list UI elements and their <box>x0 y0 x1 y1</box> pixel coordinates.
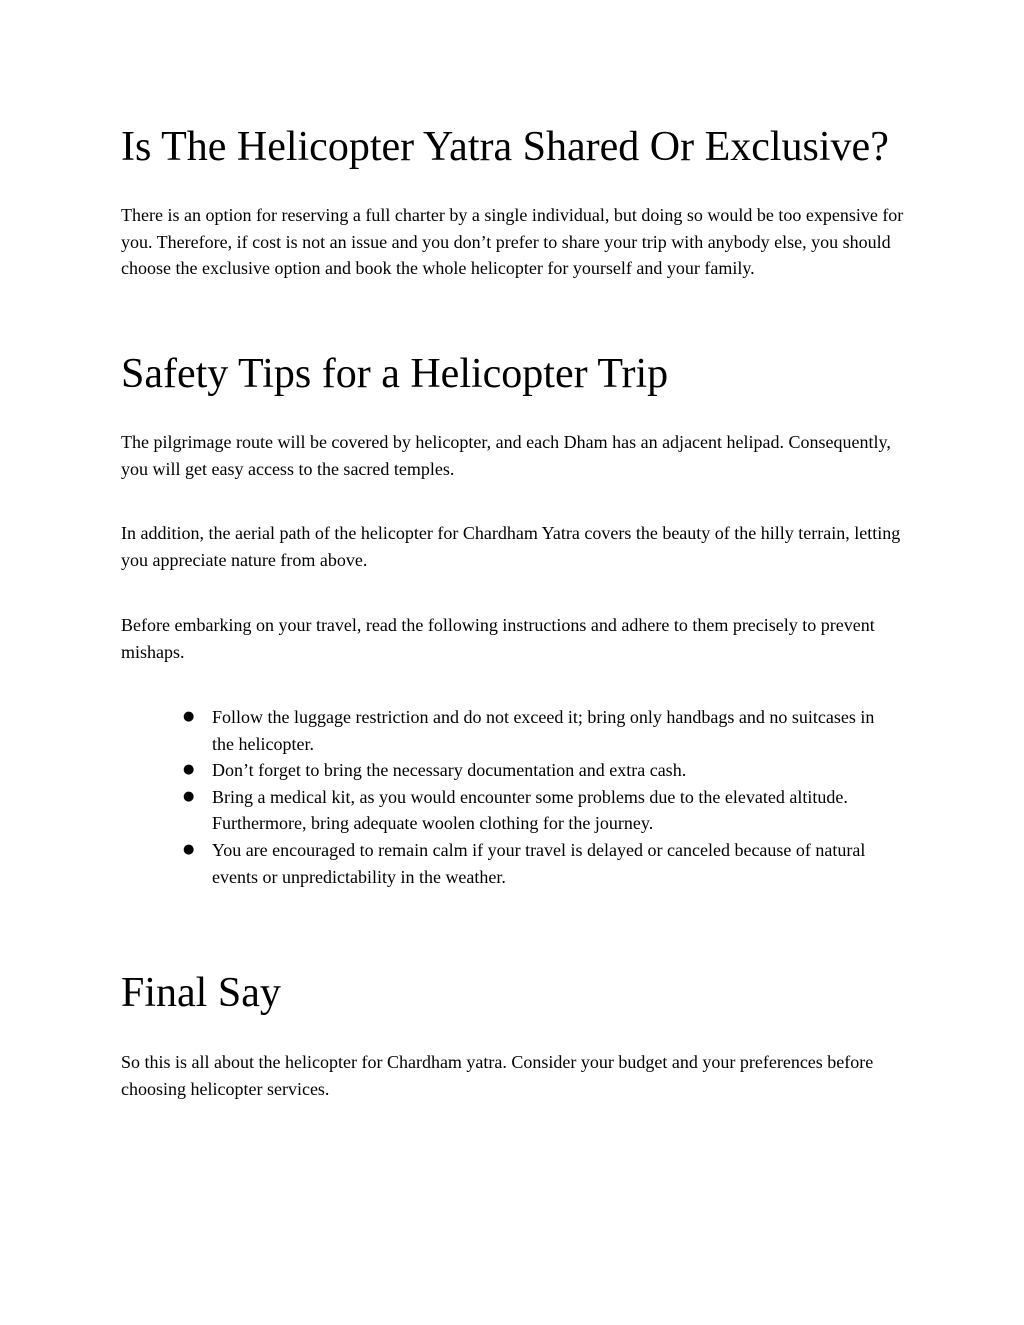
list-item <box>183 837 883 890</box>
heading-final-say: Final Say <box>121 970 281 1016</box>
bullet-icon: ● <box>183 709 195 724</box>
list-item-text: Follow the luggage restriction and do not exceed it; bring only handbags and no suitcases in the helicopter. <box>212 707 875 754</box>
bullet-icon: ● <box>183 841 195 857</box>
paragraph-final-say: So this is all about the helicopter for Chardham yatra. Consider your budget and your preferences before choosing helicopter services. <box>121 1052 874 1099</box>
paragraph-before-embarking: Before embarking on your travel, read the following instructions and adhere to them precisely to prevent mishaps. <box>121 615 875 662</box>
paragraph-charter-option: There is an option for reserving a full charter by a single individual, but doing so would be too expensive for you. Therefore, if cost is not an issue and you don’t prefer to share your trip with anybody else, you should choose the exclusive option and book the whole helicopter for yourself and your family. <box>121 205 904 279</box>
bullet-icon: ● <box>183 788 195 804</box>
heading-shared-or-exclusive: Is The Helicopter Yatra Shared Or Exclusive? <box>121 124 889 170</box>
list-item-text: You are encouraged to remain calm if your travel is delayed or canceled because of natural events or unpredictability in the weather. <box>212 839 866 887</box>
heading-safety-tips: Safety Tips for a Helicopter Trip <box>121 351 669 397</box>
list-item <box>183 704 883 757</box>
list-item-text: Bring a medical kit, as you would encounter some problems due to the elevated altitude. Furthermore, bring adequate woolen clothing for the journey. <box>212 786 848 834</box>
list-item <box>183 784 883 837</box>
list-item <box>183 757 883 784</box>
paragraph-pilgrimage-route: The pilgrimage route will be covered by helicopter, and each Dham has an adjacent helipad. Consequently, you will get easy access to the sacred temples. <box>121 432 891 479</box>
safety-tips-list <box>183 704 883 890</box>
list-item-text: Don’t forget to bring the necessary documentation and extra cash. <box>212 760 687 781</box>
paragraph-aerial-path: In addition, the aerial path of the helicopter for Chardham Yatra covers the beauty of the hilly terrain, letting you appreciate nature from above. <box>121 523 901 570</box>
bullet-icon: ● <box>183 762 195 778</box>
